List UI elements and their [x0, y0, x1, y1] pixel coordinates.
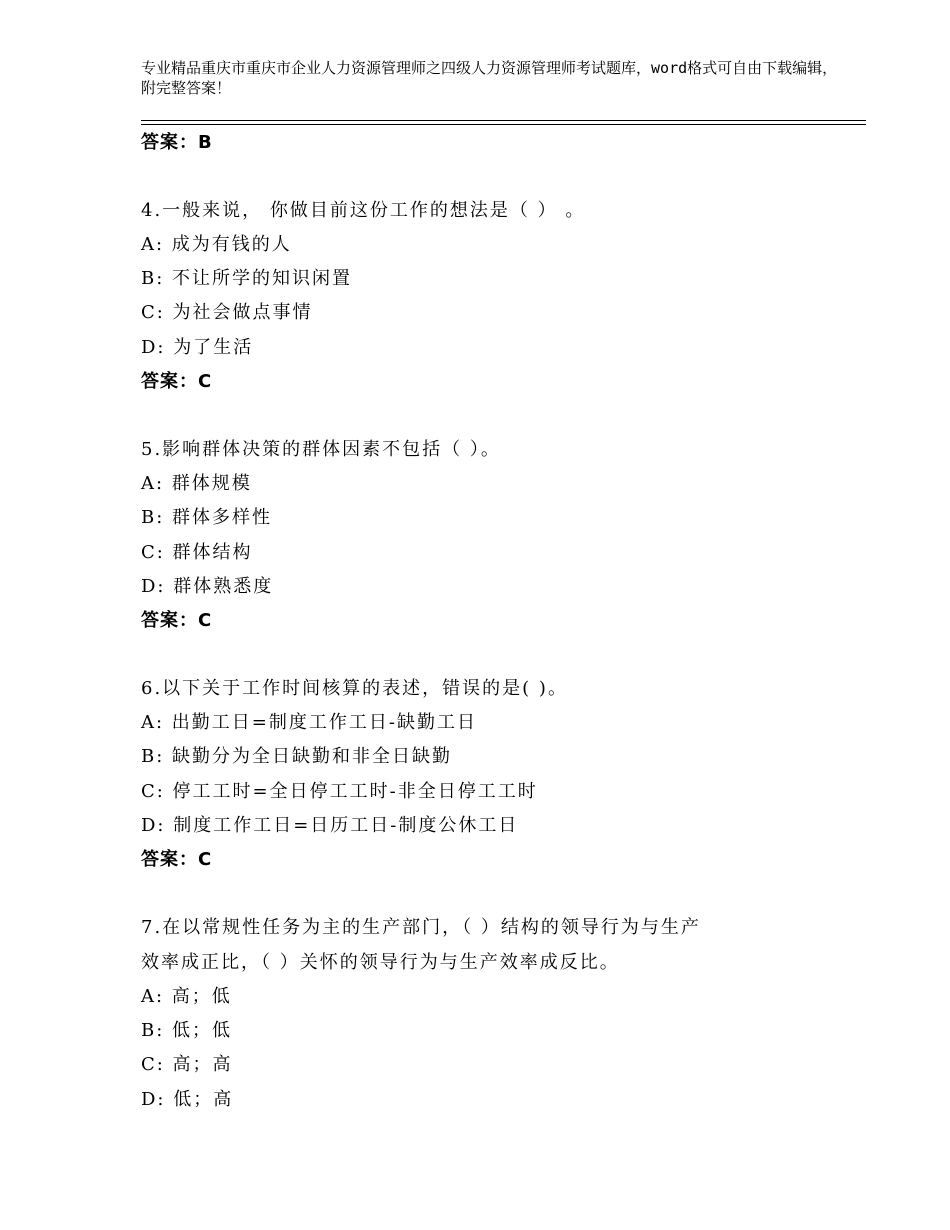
header-divider-top	[141, 120, 866, 121]
question-4-option-d: D: 为了生活	[141, 337, 254, 358]
question-4-option-a: A: 成为有钱的人	[141, 234, 292, 255]
answer-q4: 答案：C	[141, 371, 213, 392]
answer-q3: 答案：B	[141, 132, 213, 153]
question-4-text: 4.一般来说， 你做目前这份工作的想法是（ ） 。	[141, 200, 586, 221]
question-4-option-c: C: 为社会做点事情	[141, 302, 313, 323]
question-6-option-a: A: 出勤工日=制度工作工日-缺勤工日	[141, 712, 477, 733]
question-6-option-d: D: 制度工作工日=日历工日-制度公休工日	[141, 815, 519, 836]
question-5-option-a: A: 群体规模	[141, 473, 252, 494]
question-5-text: 5.影响群体决策的群体因素不包括（ ）。	[141, 439, 501, 460]
question-4-option-b: B: 不让所学的知识闲置	[141, 268, 353, 289]
question-5-option-c: C: 群体结构	[141, 542, 253, 563]
question-5-option-d: D: 群体熟悉度	[141, 576, 274, 597]
question-7-text-line1: 7.在以常规性任务为主的生产部门，（ ）结构的领导行为与生产	[141, 917, 701, 938]
question-7-option-c: C: 高；高	[141, 1054, 233, 1075]
question-6-option-c: C: 停工工时=全日停工工时-非全日停工工时	[141, 781, 538, 802]
question-7-option-a: A: 高；低	[141, 986, 232, 1007]
question-7-option-b: B: 低；低	[141, 1020, 233, 1041]
answer-q5: 答案：C	[141, 610, 213, 631]
question-6-text: 6.以下关于工作时间核算的表述，错误的是( )。	[141, 678, 568, 699]
document-header: 专业精品重庆市重庆市企业人力资源管理师之四级人力资源管理师考试题库，word格式可自由下载编辑，附完整答案！	[141, 59, 838, 97]
question-5-option-b: B: 群体多样性	[141, 507, 273, 528]
question-7-option-d: D: 低；高	[141, 1089, 234, 1110]
question-6-option-b: B: 缺勤分为全日缺勤和非全日缺勤	[141, 746, 453, 767]
question-7-text-line2: 效率成正比，（ ）关怀的领导行为与生产效率成反比。	[141, 952, 620, 973]
header-divider-bottom	[141, 124, 866, 125]
answer-q6: 答案：C	[141, 849, 213, 870]
